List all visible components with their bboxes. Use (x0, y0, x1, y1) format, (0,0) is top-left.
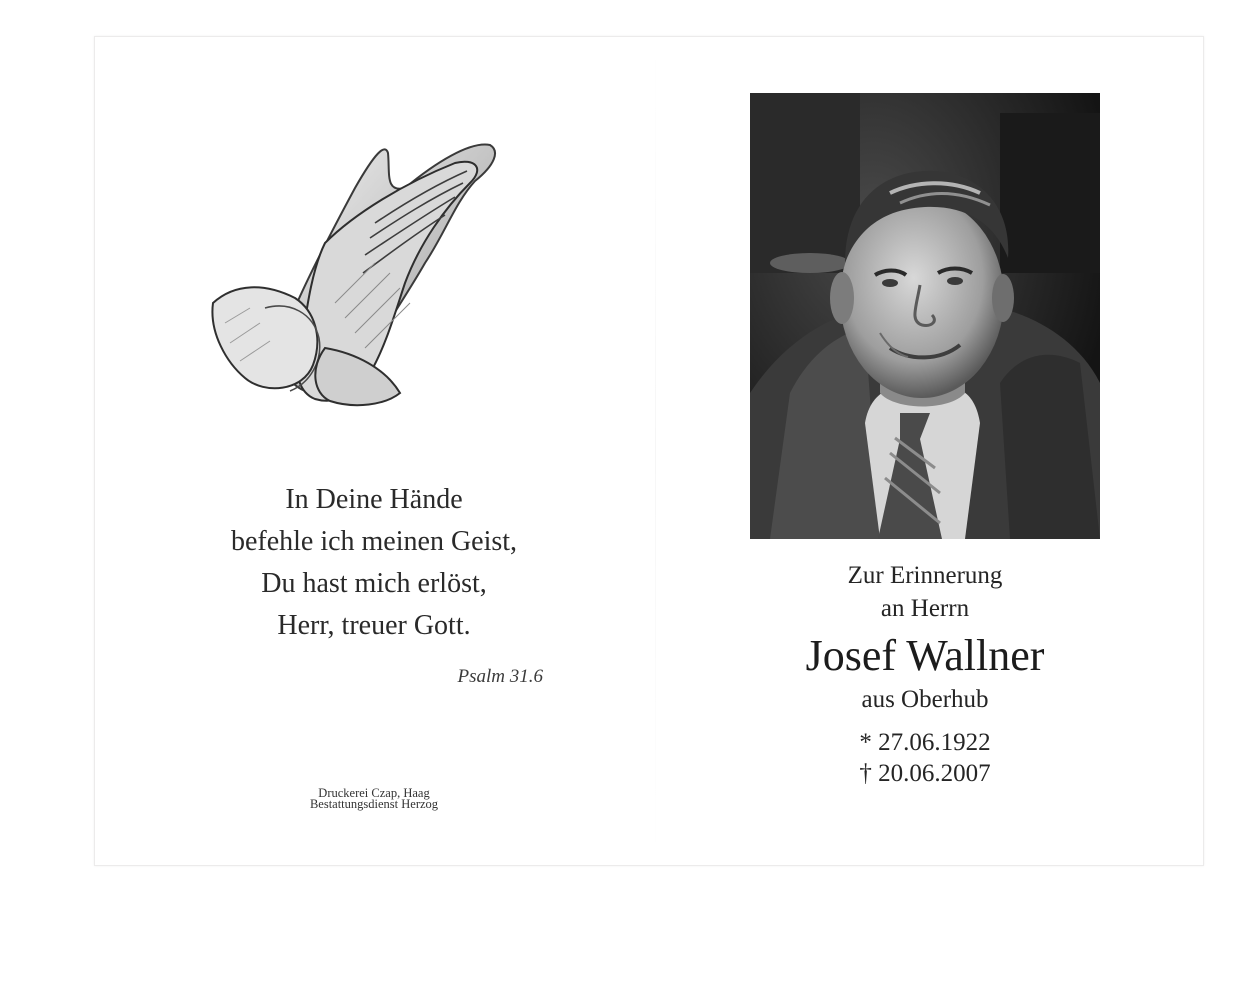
memorial-heading: Zur Erinnerung (847, 562, 1003, 589)
deceased-name: Josef Wallner (805, 631, 1045, 680)
death-date: † 20.06.2007 (859, 760, 991, 787)
verse-line: In Deine Hände (285, 484, 463, 515)
praying-hands-icon (205, 133, 505, 408)
memorial-caption (715, 559, 1135, 789)
card-fold (655, 37, 656, 865)
memorial-card (94, 36, 1204, 866)
verse-line: befehle ich meinen Geist, (230, 526, 518, 557)
memorial-subheading: an Herrn (880, 595, 970, 622)
printer-line: Bestattungsdienst Herzog (309, 797, 439, 811)
portrait-photo (750, 93, 1100, 539)
life-dates (715, 727, 1135, 789)
printer-line: Druckerei Czap, Haag (318, 786, 430, 800)
bible-verse (175, 479, 573, 647)
deceased-origin: aus Oberhub (861, 686, 989, 713)
verse-line: Herr, treuer Gott. (277, 610, 471, 641)
birth-date: * 27.06.1922 (859, 729, 991, 756)
printer-imprint (265, 788, 483, 810)
verse-line: Du hast mich erlöst, (261, 568, 487, 599)
verse-reference: Psalm 31.6 (457, 666, 543, 687)
